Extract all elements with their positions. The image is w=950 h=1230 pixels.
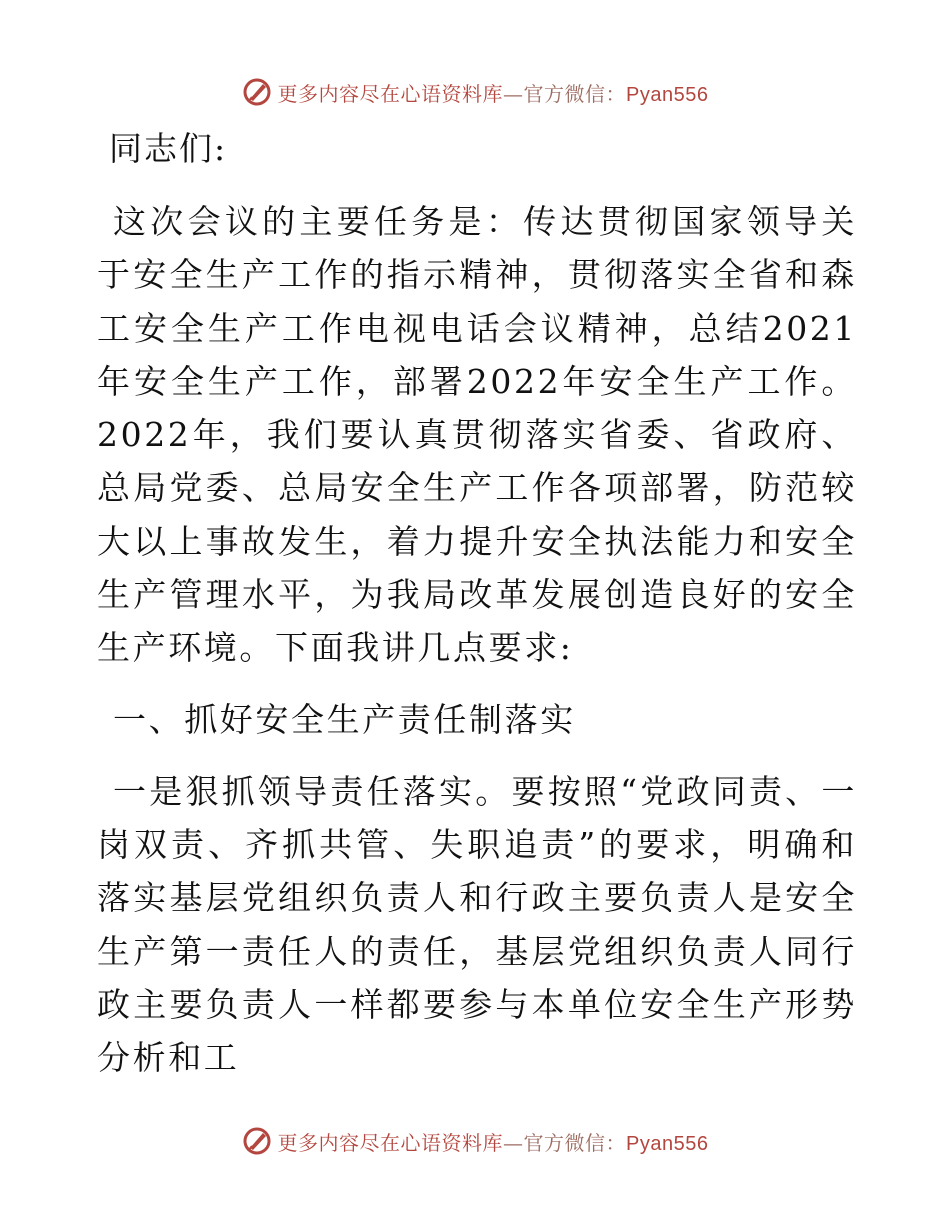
- watermark-header: [0, 72, 950, 112]
- paragraph-2: 一是狠抓领导责任落实。要按照“党政同责、一岗双责、齐抓共管、失职追责”的要求，明确和落实基层党组织负责人和行政主要负责人是安全生产第一责任人的责任，基层党组织负责人同行政主要负责人一样都要参与本单位安全生产形势分析和工: [97, 771, 857, 1078]
- watermark-footer: [0, 1121, 950, 1161]
- paragraph-1: 这次会议的主要任务是：传达贯彻国家领导关于安全生产工作的指示精神，贯彻落实全省和森工安全生产工作电视电话会议精神，总结2021年安全生产工作，部署2022年安全生产工作。2022年，我们要认真贯彻落实省委、省政府、总局党委、总局安全生产工作各项部署，防范较大以上事故发生，着力提升安全执法能力和安全生产管理水平，为我局改革发展创造良好的安全生产环境。下面我讲几点要求:: [97, 202, 857, 668]
- watermark-main: 更多内容尽在心语资料库: [277, 81, 504, 106]
- feather-pen-icon: [242, 1126, 272, 1156]
- watermark-text: [278, 78, 709, 107]
- feather-pen-icon: [242, 77, 272, 107]
- salutation: 同志们:: [109, 129, 228, 168]
- document-body: [97, 125, 857, 1104]
- watermark-id: Pyan556: [626, 83, 709, 106]
- watermark-dash: —: [503, 81, 524, 106]
- watermark-main: 更多内容尽在心语资料库: [277, 1130, 504, 1155]
- section-heading-1: 一、抓好安全生产责任制落实: [113, 699, 576, 739]
- watermark-official: 官方微信：: [523, 81, 627, 106]
- watermark-text: [278, 1127, 709, 1156]
- watermark-dash: —: [503, 1130, 524, 1155]
- watermark-official: 官方微信：: [523, 1130, 627, 1155]
- watermark-id: Pyan556: [626, 1132, 709, 1155]
